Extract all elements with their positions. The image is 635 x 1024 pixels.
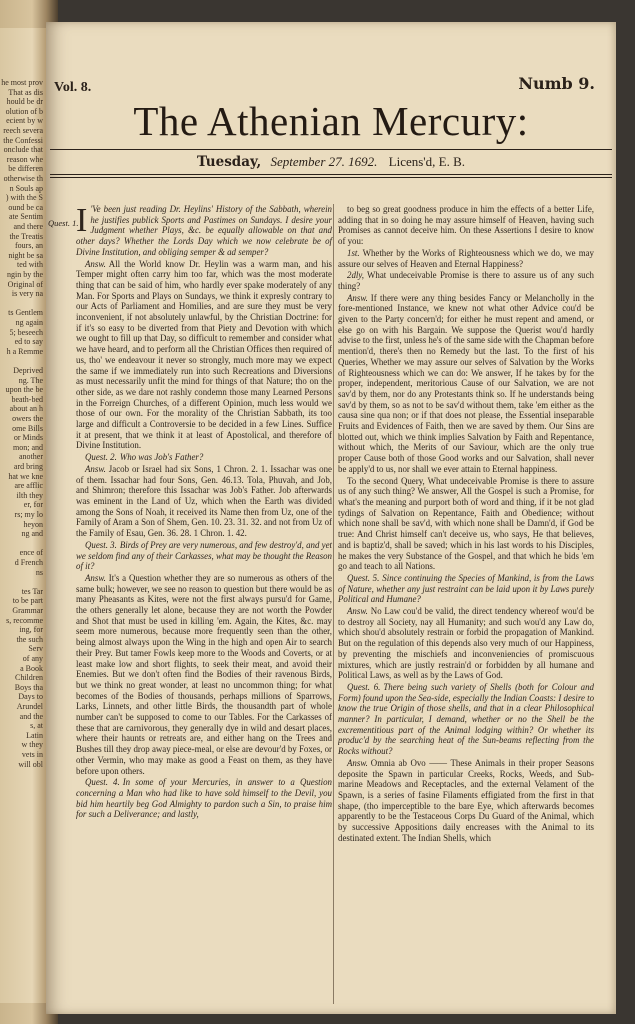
article-paragraph [76, 204, 332, 258]
paragraph-text: In some of your Mercuries, in answer to a Question concerning a Man who had like to have sold himself to the Devil, you bid him heartily beg God Almighty to pardon such a Sin, to praise him for such a Deliverance; and lastly, [76, 777, 332, 820]
masthead-rule-bottom-thin [50, 177, 612, 178]
paragraph-text: Since continuing the Species of Mankind, is from the Laws of Nature, whether any just restraint can be laid upon it by Laws purely Political and Humane? [338, 572, 594, 605]
masthead-rule-bottom [50, 174, 612, 175]
left-page-text-fragment: Grammar [12, 606, 43, 615]
left-page-text-fragment: he most prov [1, 78, 43, 87]
left-page-text-fragment: Boys tha [14, 682, 43, 692]
paragraph-text: Jacob or Israel had six Sons, 1 Chron. 2. 1. Issachar was one of them. Issachar had four Sons, Gen. 46.13. Tola, Phuvah, and Job, and Shimron; therefore this Issachar was Job's Father. Job afterwards was eminent in the Land of Uz, which when the Earth was divided among the Sons of Noah, it received its Name then from Uz, one of the Family of Aram a Son of Shem, Gen. 10. 23. 31. 32. and not from Uz of the Family of Esau, Gen. 36. 28. 1 Chron. 1. 42. [76, 463, 332, 539]
left-page-text-fragment: reason whe [6, 154, 43, 164]
article-paragraph [76, 573, 332, 776]
left-page-text-fragment: tes Tar [21, 586, 43, 596]
left-page-text-fragment: onclude that [3, 145, 43, 155]
question-label: Quest. 4. [85, 777, 120, 788]
question-label: 2dly, [347, 270, 365, 281]
left-page-text-fragment: s, recomme [6, 615, 43, 625]
left-page-text-fragment: ng again [15, 318, 43, 327]
paragraph-text: 'Ve been just reading Dr. Heylins' History of the Sabbath, wherein he justifies publick Sports and Pastimes on Sundays. I desire your Judgment whether Plays, &c. be equally allowable on that and other days? Whether the Lords Day which we now celebrate be of Divine Institution, and obliging semper & ad semper? [76, 204, 332, 257]
article-paragraph [338, 248, 594, 269]
left-page-text-fragment: Arundel [16, 702, 43, 711]
left-page-text-fragment: ng and [21, 529, 43, 539]
paragraph-text: Who was Job's Father? [119, 452, 204, 463]
left-page-text-fragment: or Minds [13, 433, 43, 443]
question-label: Answ. [85, 463, 106, 474]
drop-cap: I [76, 202, 88, 239]
paragraph-text: No Law cou'd be valid, the direct tendency whereof wou'd be to destroy all Society, nay all Humanity; and such wou'd any Law do, which shou'd absolutely restrain or forbid the propagation of Mankind. But on the regulation of this depends also very much of our Happiness, by preventing the mischiefs and inconveniencies of promiscuous mixtures, which are justly restrain'd or forbidden by all humane and Political Laws, as well as by the Laws of God. [338, 606, 594, 681]
paragraph-text: Omnia ab Ovo —— These Animals in their proper Seasons deposite the Spawn in particular Creeks, Rocks, Weeds, and Sub-marine Meadows and Receptacles, and the external Velament of the Spawn, is a series of fasine Filaments effigiated from the first in that shape, (tho imperceptible to the bare Eye, which afterwards becomes apparently to be the Testaceous Corps Du Guard of the Animal, which by successive Appositions daily encreases with the Animal to its destinated extent. The Indian Shells, which [338, 757, 594, 843]
dateline-date: September 27. 1692. [270, 154, 378, 169]
left-page-text-fragment: otherwise th [3, 174, 43, 183]
left-page-text-fragment: Days to [18, 692, 43, 702]
left-page-text-fragment: beath-bed [11, 394, 43, 404]
question-label: Quest. 6. [347, 681, 381, 692]
article-paragraph [76, 452, 332, 463]
article-paragraph [76, 777, 332, 820]
article-paragraph [338, 758, 594, 844]
left-page-text-fragment: s, at [30, 721, 43, 731]
paragraph-text: Whether by the Works of Righteousness which we do, we may assure our selves of Heaven and Eternal Happiness? [338, 247, 594, 269]
left-page-text-fragment: the Confessi [3, 135, 43, 145]
question-label: 1st. [347, 247, 360, 258]
left-page-text-fragment: Serv [28, 644, 43, 654]
left-page-text-fragment: rs; my lo [14, 510, 43, 519]
paragraph-text: It's a Question whether they are so numerous as others of the same bulk; however, we see no reason to question but there would be as many Pheasants as Kites, were not the first always pursu'd for Game, the others generally let alone, because they are not worth the Powder and Shot that must be used in killing 'em. Again, the Kites, &c. may seem more numerous, because more frequently seen than the other, being almost always upon the Wing in the high and open Air to search their Prey. But tamer Fowls keep more to the Woods and Coverts, or at least make low and short flights, to seek their meat, and avoid their Enemies. But we don't often find the Bodies of their ravenous Birds, but we think no great wonder, at least no uncommon thing; for what becomes of the Bodies of thousands, perhaps millions of Sparrows, Larks, Linnets, and other little Birds, the thousandth part of whole number can't be supposed to come to our Tables. For the Carkasses of these that are carnivorous, they generally dye in wild and desart places, where their haunts or retreats are, and either hang on the Trees and Bushes till they drop away piece-meal, or else are devour'd by Foxes, or other Vermin, who may make as good a Feast on them, as they have before upon others. [76, 572, 332, 776]
article-paragraph [338, 573, 594, 605]
question-label: Quest. 5. [347, 572, 380, 583]
dateline-licence: Licens'd, E. B. [388, 154, 465, 169]
left-page-text-fragment: vets in [21, 750, 43, 759]
left-page-text-fragment: olution of b [5, 106, 43, 116]
left-page-text-fragment: and the [19, 711, 43, 721]
left-page-text-fragment: the such [16, 634, 43, 644]
left-page-text-fragment: ngin by the [7, 270, 43, 279]
left-page-text-fragment: Children [15, 673, 43, 683]
newspaper-page [46, 22, 616, 1014]
question-label: Quest. 2. [85, 452, 117, 463]
left-page-text-fragment: Original of [7, 279, 43, 289]
issue-number: Numb 9. [518, 74, 595, 93]
left-page-text-fragment: ng. The [18, 375, 43, 385]
dateline [46, 154, 616, 170]
article-paragraph [76, 259, 332, 452]
left-page-text-fragment: fours, an [15, 241, 43, 251]
left-page-text-fragment: ence of [19, 548, 43, 558]
article-paragraph [338, 270, 594, 291]
left-page-text-fragment: is very na [11, 289, 43, 299]
column-divider [333, 204, 334, 1004]
left-page-text-fragment: the Treatis [9, 231, 43, 241]
left-page-text-fragment: Deprived [13, 366, 43, 375]
paragraph-text: What undeceivable Promise is there to assure us of any such thing? [338, 270, 594, 291]
article-paragraph [338, 682, 594, 757]
left-page-text-fragment: to be part [12, 596, 43, 606]
left-page-text-fragment: night be sa [8, 250, 43, 260]
question-label: Answ. [347, 757, 368, 768]
left-page-text-fragment: hould be dr [6, 97, 43, 107]
text-column-right [338, 204, 594, 1004]
paragraph-text: There being such variety of Shells (both for Colour and Form) found upon the Sea-side, especially the Indian Coasts: I desire to know the true Origin of those shells, and that in a clear Philosophical manner? In particular, I demand, whether or no the Shell be the excrementitious part of the Animal lodging within? Or whether its produc'd by the searching heat of the Sun-beams reflecting from the Rocks without? [338, 681, 594, 757]
left-page-text-fragment: 5; beseech [9, 327, 43, 337]
article-paragraph [76, 464, 332, 539]
left-page-text-fragment: ted with [17, 260, 43, 270]
question-label: Quest. 3. [85, 539, 117, 550]
left-page-text-fragment: ilth they [16, 490, 43, 500]
paragraph-text: To the second Query, What undeceivable Promise is there to assure us of any such thing? We answer, All the Gospel is such a Promise, for what's the meaning and purport both of word and thing, if it be not glad tydings of Salvation on Repentance, Faith and Obedience; without which none shall be sav'd, with which none shall be Damn'd, if God be true: And Christ himself can't deceive us, who says, He that believes, and is baptiz'd, shall be saved; which in his last words to his Disciples, he makes the very Substance of the Gospel, and that which he bids 'em go and teach to all Nations. [338, 475, 594, 572]
left-page-text-fragment: heyon [23, 519, 43, 529]
left-page-text-fragment: ) with the S [5, 193, 43, 203]
paragraph-text: Birds of Prey are very numerous, and few destroy'd, and yet we seldom find any of their Carkasses, what may be thought the Reason of it? [76, 539, 332, 572]
left-page-text-fragment: a Book [20, 663, 43, 673]
left-page-text-fragment: That as dis [8, 87, 43, 97]
left-page-text-fragment: d French [14, 558, 43, 567]
left-page-text-fragment: about an h [9, 404, 43, 414]
left-page-text-fragment: ecient by w [6, 116, 43, 126]
left-page-text-fragment: Latin [26, 730, 43, 740]
left-page-text-fragment: reech severa [3, 126, 43, 135]
left-page-text-fragment: ard bring [13, 462, 43, 471]
question-label: Answ. [347, 292, 368, 303]
question-label: Quest. 1. [48, 218, 79, 228]
left-page-text-fragment: upon the be [5, 385, 43, 395]
left-page-text-fragment: are afflic [14, 481, 43, 491]
left-page-text-fragment: ed to say [14, 337, 43, 347]
masthead-title: The Athenian Mercury: [133, 98, 529, 144]
left-page-text-fragment: er, for [23, 500, 43, 510]
question-label: Answ. [347, 606, 368, 617]
left-page-text-fragment: ate Sentim [9, 212, 43, 222]
article-paragraph [338, 476, 594, 572]
paragraph-text: All the World know Dr. Heylin was a warm man, and his Temper might often carry him too far, which was the most moderate thing that can be said of him, who hardly ever spake moderately of any Man. For Sports and Plays on Sundays, we think it expresly contrary to our Acts of Parliament and Homilies, and are sure they must be very inconvenient, if not absolutely unlawful, by the Christian Doctrine: for if it's so easy to be diverted from that Piety and Devotion with which we ought to fill up that Day, so difficult to remember and consider what we have heard, and to perform all the Christian Offices then required of us, tho' we endeavour it never so strongly, much more may we expect the same if we immediately run into such Recreations and Diversions as must necessarily unfit the mind for things of that Nature; tho on the other side, as we dare not rashly condemn those many Learned Persons in the Forreign Churches, of a different Opinion, much less would we those of our own. For the morality of the Christian Sabbath, its too large and difficult a Controversie to be decided in a few Lines. Suffice it at present, that we think it at least of Apostolical, and therefore of Divine Institution. [76, 258, 332, 451]
paragraph-text: to beg so great goodness produce in him the effects of a better Life, adding that in so doing he may assure himself of Heaven, having such Promises as cannot deceive him. On these Assertions I desire to know of you: [338, 204, 594, 247]
dateline-day: Tuesday, [197, 154, 262, 170]
text-column-left [48, 202, 332, 821]
left-page-text-fragment: of any [22, 654, 43, 663]
left-page-text-fragment: w they [21, 740, 43, 750]
left-page-text-fragment: n Souls ap [9, 183, 43, 193]
left-page-text-fragment: ts Gentlem [8, 308, 43, 318]
left-page-edge [0, 28, 46, 1003]
left-page-text-fragment: and there [13, 222, 43, 231]
article-paragraph [338, 204, 594, 247]
left-page-text-fragment: will obl [18, 759, 43, 769]
left-page-text-fragment: ns [35, 567, 43, 577]
left-page-text-fragment: another [19, 452, 43, 462]
left-page-text-fragment: ound be ca [8, 202, 43, 212]
left-page-text-fragment: ome Bills [12, 423, 43, 433]
left-page-text-fragment: hat we kne [8, 471, 43, 481]
article-paragraph [76, 540, 332, 572]
paragraph-text: If there were any thing besides Fancy or Melancholly in the fore-mentioned Instance, we knew not what other Advice cou'd be given to the Party concern'd; for either he must repent and amend, or else go on with his Bargain. We suppose the Querist wou'd hardly advise to the first, unless he's of the same side with the Chapman before mention'd, there's then no Remedy but the last. To the first of his Queries, Whether we may assure our selves of Salvation by the Works of Righteousness which we can do: We answer, If he takes by for the proper, independent, meritorious Cause of our Salvation, we are not sav'd by them, nor do any Protestants think so. If he understands being sav'd by them, so as not to be sav'd without them, take 'em either as the causa sine qua non; or if that does not please, the Essential inseparable Fruits and Evidences of Faith, then we are saved by them. Our Sins are blotted out, which we think implies Salvation by Faith and Repentance, without which, the Merits of our Saviour, which are the only true proper Cause both of those Good works and our Salvation, shall never be apply'd to us, nor shall we ever attain to Eternal happiness. [338, 292, 594, 474]
left-page-text-fragment: owers the [12, 414, 43, 423]
article-paragraph [338, 293, 594, 475]
left-page-text-fragment: be differen [8, 164, 43, 174]
left-page-text-fragment: ing, for [19, 625, 43, 635]
volume-number: Vol. 8. [54, 80, 92, 95]
question-label: Answ. [85, 258, 106, 269]
masthead-rule-top [50, 149, 612, 150]
left-page-text-fragment: mon; and [13, 442, 43, 452]
article-paragraph [338, 606, 594, 681]
question-label: Answ. [85, 572, 106, 583]
left-page-text-fragment: h a Remme [6, 346, 43, 356]
